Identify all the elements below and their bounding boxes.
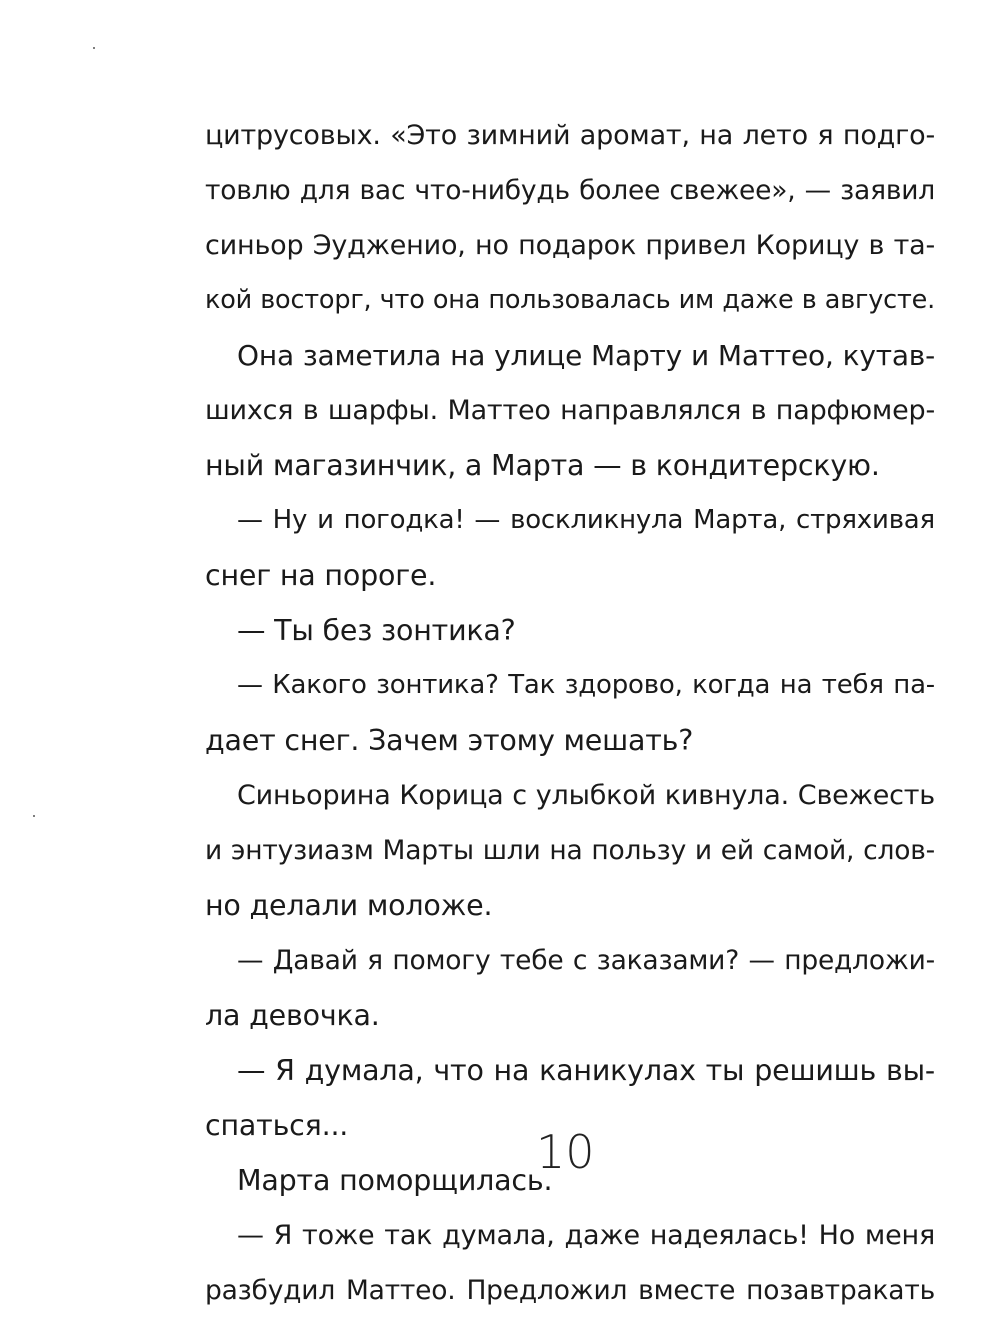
text-line: дает снег. Зачем этому мешать? [205,724,694,757]
text-line: Синьорина Корица с улыбкой кивнула. Свежесть [237,780,935,811]
text-line: разбудил Маттео. Предложил вместе позавтракать [205,1275,935,1306]
text-line: ный магазинчик, а Марта — в кондитерскую. [205,449,880,482]
scan-speck [33,815,35,817]
text-line: но делали моложе. [205,889,493,922]
text-line: шихся в шарфы. Маттео направлялся в парфюмер- [205,395,935,426]
text-line: — Я тоже так думала, даже надеялась! Но меня [237,1220,935,1251]
text-line: цитрусовых. «Это зимний аромат, на лето я подго- [205,120,935,151]
text-line: и энтузиазм Марты шли на пользу и ей самой, слов- [205,835,935,866]
text-line: кой восторг, что она пользовалась им даже в августе. [205,285,935,315]
text-line: — Я думала, что на каникулах ты решишь вы- [237,1054,935,1087]
scan-speck [93,47,95,49]
text-line: спаться... [205,1109,349,1142]
text-line: товлю для вас что-нибудь более свежее», — заявил [205,175,935,206]
text-line: ла девочка. [205,999,380,1032]
text-line: снег на пороге. [205,559,437,592]
text-line: — Ну и погодка! — воскликнула Марта, стряхивая [237,505,935,535]
text-line: Марта поморщилась. [237,1164,553,1197]
text-line: — Какого зонтика? Так здорово, когда на тебя па- [237,670,935,700]
text-line: — Давай я помогу тебе с заказами? — предложи- [237,945,935,976]
text-line: — Ты без зонтика? [237,614,516,647]
text-line: Она заметила на улице Марту и Маттео, кутав- [237,339,935,372]
page-number: 10 [536,1125,595,1179]
text-line: синьор Эудженио, но подарок привел Корицу в та- [205,230,935,261]
